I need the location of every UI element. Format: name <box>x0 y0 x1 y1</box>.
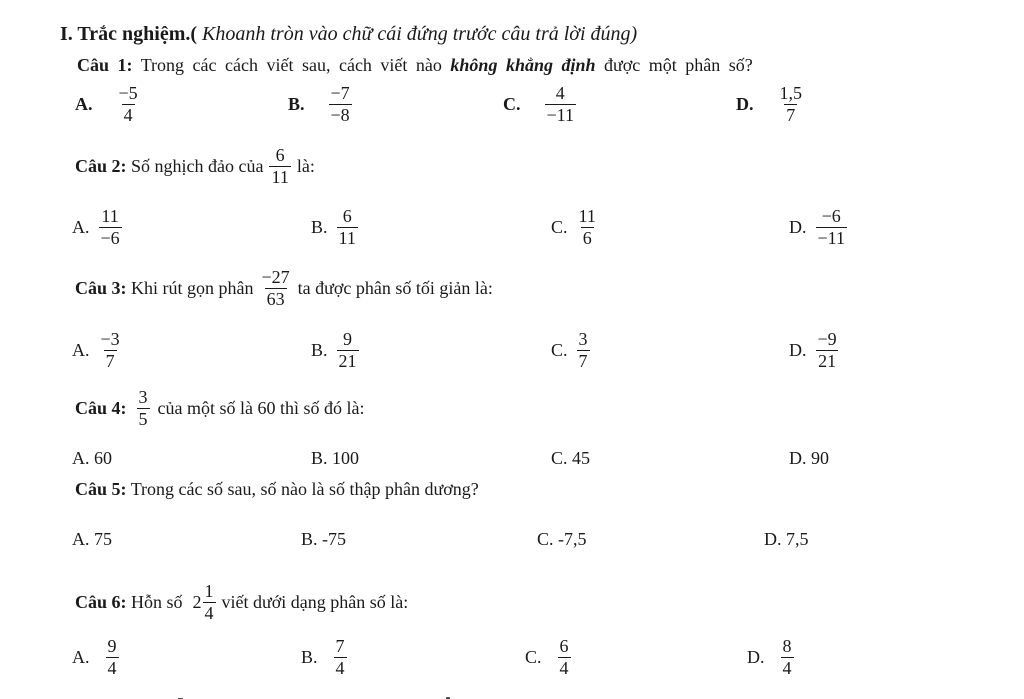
section-title: I. Trắc nghiệm.( Khoanh tròn vào chữ cái đứng trước câu trả lời đúng) <box>60 23 638 45</box>
question-3-text: Câu 3: Khi rút gọn phân $\frac{-27}{63}$ ta được phân số tối giản là: <box>75 267 493 309</box>
q3-option-a[interactable]: A. $\frac{-3}{7}$ <box>72 329 120 371</box>
q1-option-a[interactable]: A. $\frac{-5}{4}$ <box>75 83 138 125</box>
fraction: $\frac{-27}{63}$ <box>261 267 290 309</box>
fraction: $\frac{9}{4}$ <box>107 636 117 678</box>
fraction: $\frac{-5}{4}$ <box>118 83 138 125</box>
q2-option-a[interactable]: A. $\frac{11}{-6}$ <box>72 206 120 248</box>
q1-option-d[interactable]: D. $\frac{1,5}{7}$ <box>736 83 802 125</box>
fraction: $\frac{1}{4}$ <box>204 581 214 623</box>
fraction: $\frac{-6}{-11}$ <box>817 206 845 248</box>
fraction: $\frac{6}{11}$ <box>271 145 289 187</box>
q4-option-b[interactable]: B. 100 <box>311 448 360 468</box>
fraction: $\frac{11}{6}$ <box>578 206 596 248</box>
fraction: $\frac{-7}{-8}$ <box>330 83 350 125</box>
q6-option-a[interactable]: A. $\frac{9}{4}$ <box>72 636 117 678</box>
q2-option-c[interactable]: C. $\frac{11}{6}$ <box>551 206 596 248</box>
fraction: $\frac{3}{5}$ <box>138 387 148 429</box>
fraction: $\frac{3}{7}$ <box>578 329 588 371</box>
q2-option-b[interactable]: B. $\frac{6}{11}$ <box>311 206 356 248</box>
q5-option-b[interactable]: B. -75 <box>301 529 346 549</box>
fraction: $\frac{6}{11}$ <box>338 206 356 248</box>
q6-option-c[interactable]: C. $\frac{6}{4}$ <box>525 636 569 678</box>
q3-option-b[interactable]: B. $\frac{9}{21}$ <box>311 329 357 371</box>
q5-option-a[interactable]: A. 75 <box>72 529 112 549</box>
question-2-text: Câu 2: Số nghịch đảo của $\frac{6}{11}$ là: <box>75 145 315 187</box>
cut-off-marks <box>0 694 1024 699</box>
fraction: $\frac{-3}{7}$ <box>100 329 120 371</box>
q5-option-d[interactable]: D. 7,5 <box>764 529 809 549</box>
q6-option-d[interactable]: D. $\frac{8}{4}$ <box>747 636 792 678</box>
fraction: $\frac{7}{4}$ <box>335 636 345 678</box>
q3-option-c[interactable]: C. $\frac{3}{7}$ <box>551 329 588 371</box>
question-6-text: Câu 6: Hỗn số 2 $\frac{1}{4}$ viết dưới dạng phân số là: <box>75 581 409 623</box>
q4-option-c[interactable]: C. 45 <box>551 448 591 468</box>
fraction: $\frac{4}{-11}$ <box>546 83 574 125</box>
mixed-number: 2 $\frac{1}{4}$ <box>192 581 214 623</box>
q1-option-b[interactable]: B. $\frac{-7}{-8}$ <box>288 83 350 125</box>
fraction: $\frac{11}{-6}$ <box>100 206 120 248</box>
question-4-text: Câu 4: $\frac{3}{5}$ của một số là 60 thì số đó là: <box>75 387 365 429</box>
q4-option-d[interactable]: D. 90 <box>789 448 829 468</box>
q6-option-b[interactable]: B. $\frac{7}{4}$ <box>301 636 345 678</box>
fraction: $\frac{-9}{21}$ <box>817 329 837 371</box>
question-1-text: Câu 1: Trong các cách viết sau, cách viết nào không khẳng định được một phân số? <box>77 55 753 75</box>
fraction: $\frac{1,5}{7}$ <box>779 83 802 125</box>
fraction: $\frac{6}{4}$ <box>559 636 569 678</box>
fraction: $\frac{9}{21}$ <box>338 329 357 371</box>
cut-off-text-fragment <box>0 690 1024 699</box>
q3-option-d[interactable]: D. $\frac{-9}{21}$ <box>789 329 837 371</box>
fraction: $\frac{8}{4}$ <box>782 636 792 678</box>
question-5-text: Câu 5: Trong các số sau, số nào là số thập phân dương? <box>75 479 479 499</box>
q1-option-c[interactable]: C. $\frac{4}{-11}$ <box>503 83 574 125</box>
q2-option-d[interactable]: D. $\frac{-6}{-11}$ <box>789 206 845 248</box>
q5-option-c[interactable]: C. -7,5 <box>537 529 587 549</box>
q4-option-a[interactable]: A. 60 <box>72 448 112 468</box>
